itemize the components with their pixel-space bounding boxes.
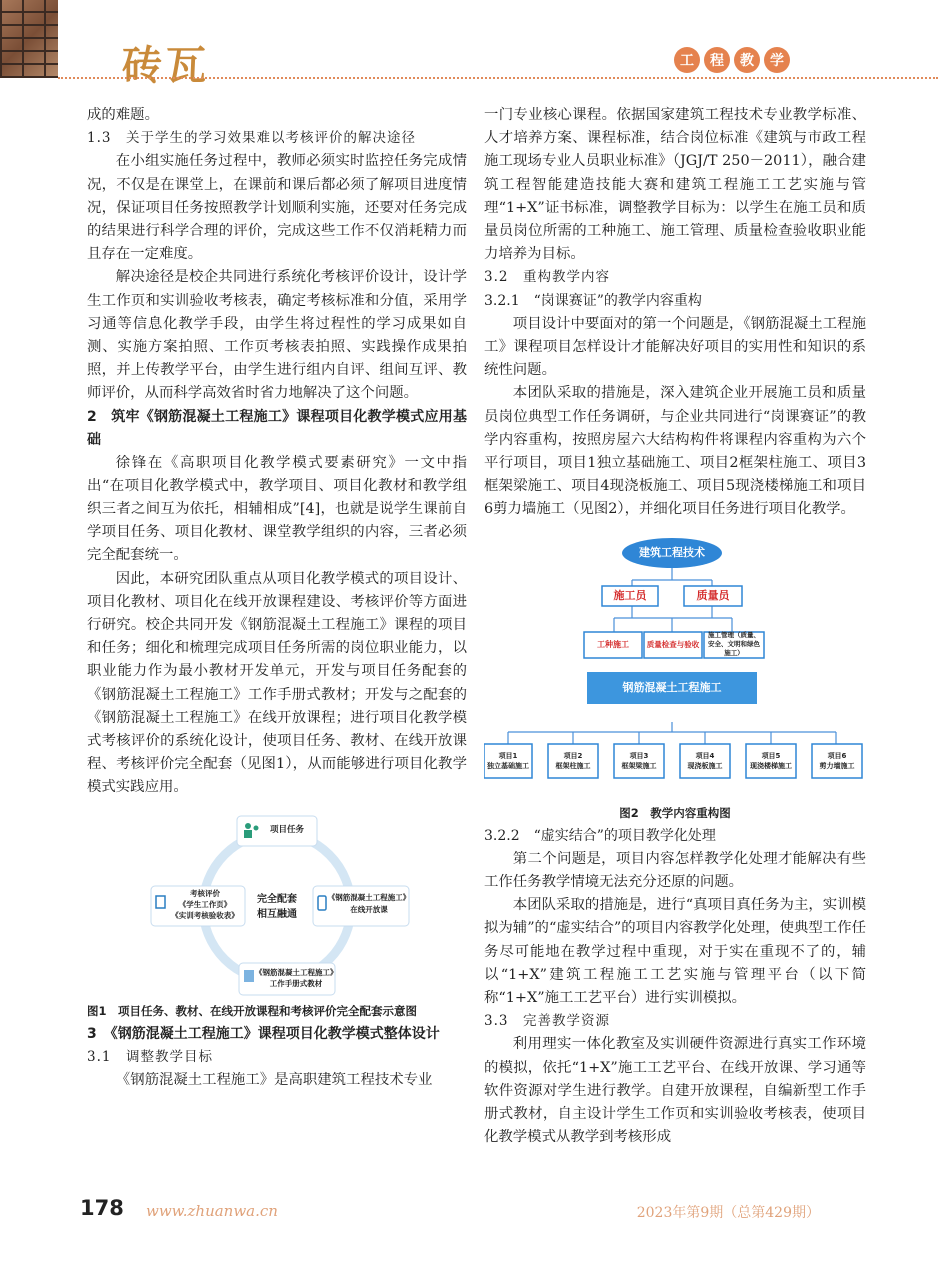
fig1-right-line1: 《钢筋混凝土工程施工》 <box>327 892 411 902</box>
section-heading: 3.3 完善教学资源 <box>484 1013 610 1030</box>
fig2-project-name: 现浇板施工 <box>687 761 723 770</box>
fig2-project-num: 项目4 <box>695 751 715 760</box>
fig2-project-num: 项目1 <box>498 751 518 760</box>
book-icon <box>244 970 254 982</box>
fig1-top-label: 项目任务 <box>269 824 304 835</box>
fig1-right-line2: 在线开放课 <box>350 904 388 914</box>
fig1-bottom-line1: 《钢筋混凝土工程施工》 <box>255 967 338 977</box>
fig2-project <box>746 744 796 778</box>
paragraph: 本团队采取的措施是，深入建筑企业开展施工员和质量员岗位典型工作任务调研，与企业共同进行“岗课赛证”的教学内容重构，按照房屋六大结构构件将课程内容重构为六个平行项目，项目1独立基础施工、项目2框架柱施工、项目3框架梁施工、项目4现浇板施工、项目5现浇楼梯施工和项目6剪力墙施工（见图2），并细化项目任务进行项目化教学。 <box>484 385 866 518</box>
fig2-project <box>614 744 664 778</box>
fig2-course: 钢筋混凝土工程施工 <box>622 681 722 695</box>
fig2-project <box>548 744 598 778</box>
fig2-ability: 施工管理（质量、安全、文明和绿色施工） <box>708 631 760 658</box>
paragraph: 第二个问题是，项目内容怎样教学化处理才能解决有些工作任务教学情境无法充分还原的问题。 <box>484 850 866 891</box>
fig2-project-num: 项目5 <box>761 751 781 760</box>
fig2-project <box>680 744 730 778</box>
section-heading: 3 《钢筋混凝土工程施工》课程项目化教学模式整体设计 <box>87 1025 440 1042</box>
paragraph: 解决途径是校企共同进行系统化考核评价设计，设计学生工作页和实训验收考核表，确定考核标准和分值，采用学习通等信息化教学手段，由学生将过程性的学习成果如自测、实施方案拍照、工作页考核表拍照、实践操作成果拍照，并上传教学平台，由学生进行组内自评、组间互评、教师评价，从而科学高效省时省力地解决了这个问题。 <box>87 269 467 402</box>
fig1-left-label <box>165 888 245 921</box>
fig2-ability: 质量检查与验收 <box>646 640 700 650</box>
brick-pattern-logo <box>0 0 58 78</box>
section-heading: 3.2 重构教学内容 <box>484 269 610 286</box>
fig1-right-label <box>327 892 411 916</box>
paragraph: 本团队采取的措施是，进行“真项目真任务为主，实训模拟为辅”的“虚实结合”的项目内容教学化处理，使典型工作任务尽可能地在教学过程中重现，对于实在重现不了的，辅以“1+X”建筑工程施工工艺实施与管理平台（以下简称“1+X”施工工艺平台）进行实训模拟。 <box>484 897 866 1007</box>
journal-logo: 砖瓦 <box>122 42 210 89</box>
column-badge-char: 工 <box>674 47 700 73</box>
fig2-project-name: 剪力墙施工 <box>819 761 855 770</box>
paragraph: 因此，本研究团队重点从项目化教学模式的项目设计、项目化教材、项目化在线开放课程建设、考核评价等方面进行研究。校企共同开发《钢筋混凝土工程施工》课程的项目和任务；细化和梳理完成项目任务所需的岗位职业能力，以职业能力作为最小教材开发单元，开发与项目任务配套的《钢筋混凝土工程施工》工作手册式教材；开发与之配套的《钢筋混凝土工程施工》在线开放课程；进行项目化教学模式考核评价的系统化设计，使项目任务、教材、在线开放课程、考核评价完全配套（见图1），从而能够进行项目化教学模式实践应用。 <box>87 570 467 796</box>
paragraph: 《钢筋混凝土工程施工》是高职建筑工程技术专业 <box>115 1071 433 1088</box>
right-column <box>484 104 866 1150</box>
section-heading: 3.2.2 “虚实结合”的项目教学化处理 <box>484 827 716 844</box>
paragraph: 利用理实一体化教室及实训硬件资源进行真实工作环境的模拟，依托“1+X”施工工艺平台、在线开放课、学习通等软件资源对学生进行教学。自建开放课程，自编新型工作手册式教材，自主设计学生工作页和实训验收考核表，使项目化教学模式从教学到考核形成 <box>484 1036 866 1146</box>
fig1-left-line1: 考核评价 <box>190 888 220 898</box>
fig2-project-num: 项目2 <box>563 751 583 760</box>
fig2-ability: 工种施工 <box>597 640 629 650</box>
fig2-role: 施工员 <box>613 589 647 603</box>
column-badge-char: 学 <box>764 47 790 73</box>
column-badge-char: 教 <box>734 47 760 73</box>
page-number: 178 <box>80 1196 124 1220</box>
figure-2 <box>484 534 866 802</box>
paragraph: 项目设计中要面对的第一个问题是，《钢筋混凝土工程施工》课程项目怎样设计才能解决好项目的实用性和知识的系统性问题。 <box>484 315 866 379</box>
paragraph: 成的难题。 <box>87 107 159 123</box>
section-heading: 1.3 关于学生的学习效果难以考核评价的解决途径 <box>87 130 416 147</box>
paragraph: 在小组实施任务过程中，教师必须实时监控任务完成情况，不仅是在课堂上，在课前和课后都必须了解项目进度情况，保证项目任务按照教学计划顺利实施，还要对任务完成的结果进行科学合理的评价，完成这些工作不仅消耗精力而且存在一定难度。 <box>87 153 467 263</box>
fig2-project-num: 项目3 <box>629 751 649 760</box>
section-heading: 3.2.1 “岗课赛证”的教学内容重构 <box>484 292 702 309</box>
column-badge-char: 程 <box>704 47 730 73</box>
fig2-project-name: 框架梁施工 <box>621 761 657 770</box>
paragraph: 一门专业核心课程。依据国家建筑工程技术专业教学标准、人才培养方案、课程标准，结合岗位标准《建筑与市政工程施工现场专业人员职业标准》（JGJ/T 250－2011），融合建筑工程智能建造技能大赛和建筑工程施工工艺实施与管理“1+X”证书标准，调整教学目标为：以学生在施工员和质量员岗位所需的工种施工、施工管理、质量检查验收职业能力培养为目标。 <box>484 107 866 263</box>
fig1-center-label: 完全配套 相互融通 <box>257 893 297 920</box>
fig1-bottom-line2: 工作手册式教材 <box>269 978 323 988</box>
fig2-role: 质量员 <box>696 589 730 603</box>
fig2-project <box>484 744 532 778</box>
figure-1-caption: 图1 项目任务、教材、在线开放课程和考核评价完全配套示意图 <box>87 1003 417 1018</box>
left-column <box>87 104 467 1092</box>
column-badge <box>674 47 790 73</box>
fig2-project <box>812 744 862 778</box>
fig2-project-num: 项目6 <box>827 751 847 760</box>
fig1-left-line3: 《实训考核验收表》 <box>171 910 239 920</box>
fig2-project-name: 独立基础施工 <box>487 761 529 770</box>
figure-1 <box>87 810 467 1000</box>
fig1-bottom-label <box>255 967 337 989</box>
fig2-root: 建筑工程技术 <box>639 546 705 560</box>
section-heading: 2 筑牢《钢筋混凝土工程施工》课程项目化教学模式应用基础 <box>87 408 467 448</box>
section-heading: 3.1 调整教学目标 <box>87 1048 213 1065</box>
fig2-project-name: 框架柱施工 <box>555 761 591 770</box>
journal-website: www.zhuanwa.cn <box>146 1202 278 1220</box>
header-divider <box>58 77 938 79</box>
fig2-project-name: 现浇楼梯施工 <box>750 761 792 770</box>
issue-info: 2023年第9期（总第429期） <box>636 1205 820 1221</box>
figure-2-caption: 图2 教学内容重构图 <box>619 805 731 820</box>
paragraph: 徐锋在《高职项目化教学模式要素研究》一文中指出“在项目化教学模式中，教学项目、项目化教材和教学组织三者之间互为依托，相辅相成”[4]，也就是说学生课前自学项目任务、项目化教材、课堂教学组织的内容，三者必须完全配套统一。 <box>87 454 467 564</box>
fig1-left-line2: 《学生工作页》 <box>178 899 232 909</box>
figure-2-graphic <box>484 534 866 802</box>
